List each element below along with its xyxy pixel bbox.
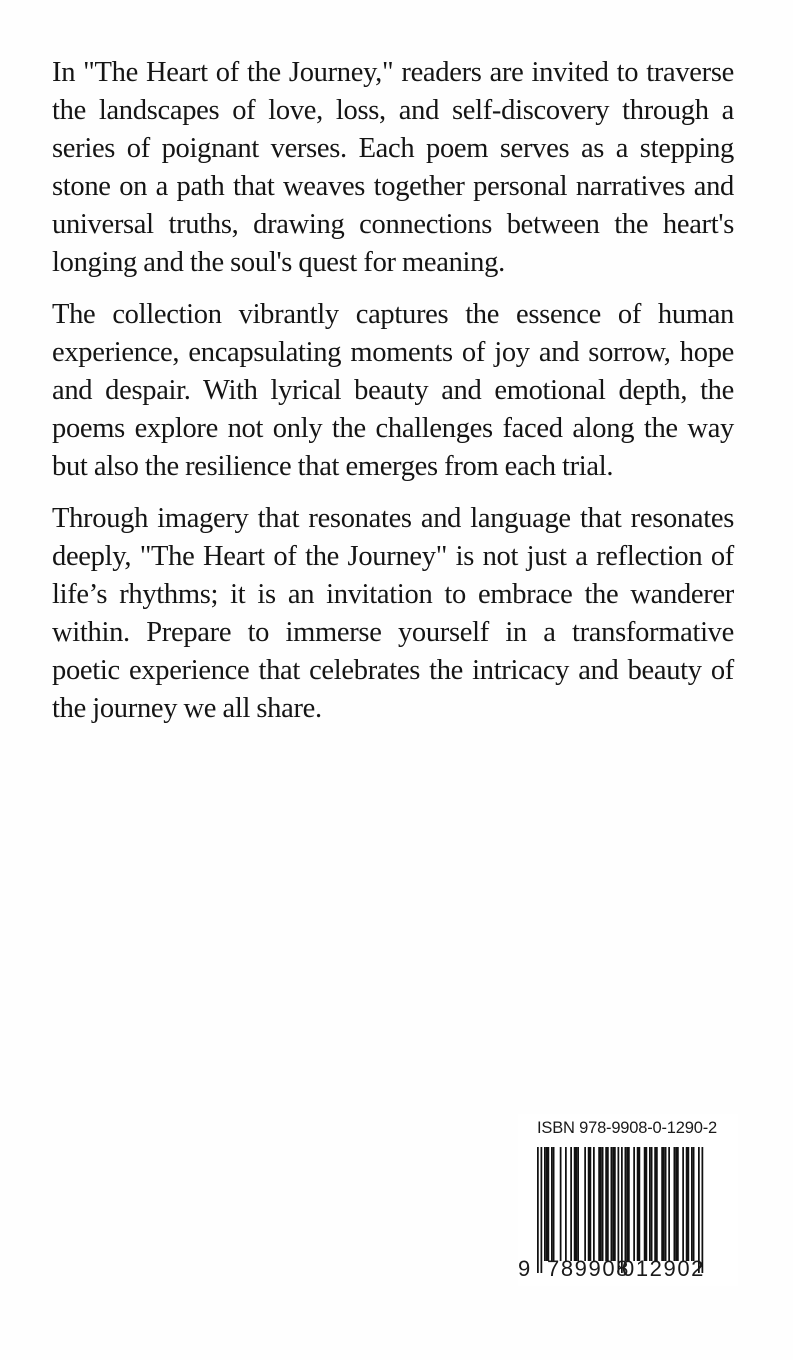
barcode-digits-left: 789908 [547, 1256, 631, 1281]
book-blurb [52, 54, 734, 742]
barcode-digits-right: 012902 [622, 1256, 706, 1281]
blurb-paragraph-2: The collection vibrantly captures the essence of human experience, encapsulating moments of joy and sorrow, hope and despair. With lyrical beauty and emotional depth, the poems explore not only the challenges faced along the way but also the resilience that emerges from each trial. [52, 299, 734, 482]
barcode-digits [518, 1256, 738, 1282]
blurb-paragraph-1: In "The Heart of the Journey," readers are invited to traverse the landscapes of love, loss, and self-discovery through a series of poignant verses. Each poem serves as a stepping stone on a path that weaves together personal narratives and universal truths, drawing connections between the heart's longing and the soul's quest for meaning. [52, 57, 734, 278]
barcode-digit-first: 9 [518, 1256, 531, 1281]
isbn-barcode [518, 1114, 738, 1286]
blurb-paragraph-3: Through imagery that resonates and language that resonates deeply, "The Heart of the Journey" is not just a reflection of life’s rhythms; it is an invitation to embrace the wanderer within. Prepare to immerse yourself in a transformative poetic experience that celebrates the intricacy and beauty of the journey we all share. [52, 503, 734, 724]
isbn-label: ISBN 978-9908-0-1290-2 [537, 1119, 717, 1137]
